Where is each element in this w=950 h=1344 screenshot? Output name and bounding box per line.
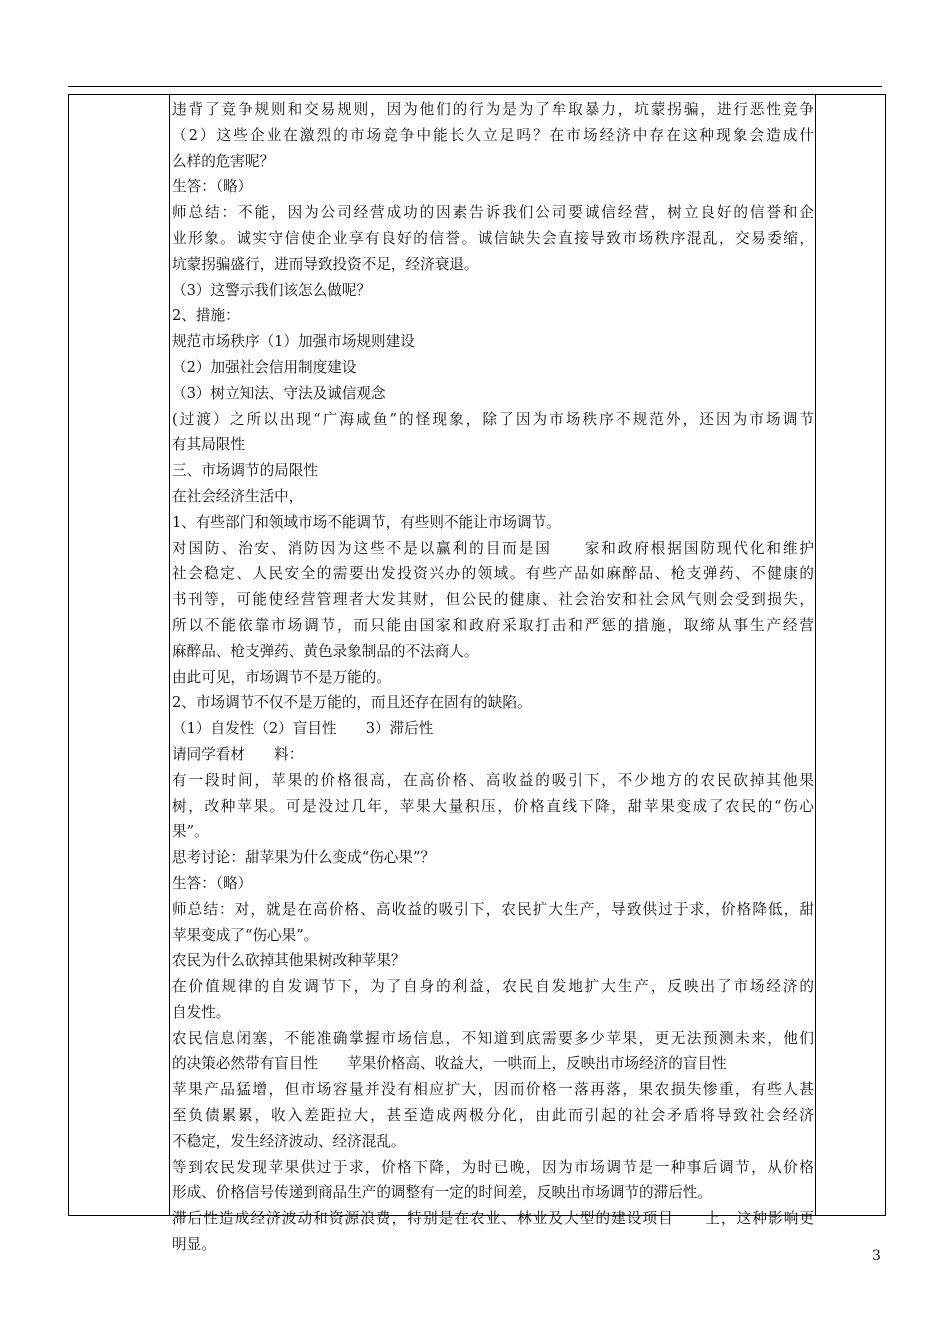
- text-line: 果”。: [172, 823, 209, 841]
- text-line: 师总结：不能，因为公司经营成功的因素告诉我们公司要诚信经营，树立良好的信誉和企: [172, 204, 814, 222]
- text-line: 麻醉品、枪支弹药、黄色录象制品的不法商人。: [172, 642, 479, 660]
- text-line: 农民为什么砍掉其他果树改种苹果？: [172, 952, 406, 970]
- text-line: 至负债累累，收入差距拉大，甚至造成两极分化，由此而引起的社会矛盾将导致社会经济: [172, 1107, 814, 1125]
- text-line: 2、措施：: [172, 307, 240, 325]
- right-column-divider: [815, 95, 816, 1215]
- text-line: 苹果产品猛增，但市场容量并没有相应扩大，因而价格一落再落，果农损失惨重，有些人甚: [172, 1081, 814, 1099]
- text-line: 坑蒙拐骗盛行，进而导致投资不足，经济衰退。: [172, 255, 479, 273]
- text-line: 有其局限性: [172, 436, 245, 454]
- text-line: 生答：（略）: [172, 178, 253, 196]
- text-line: 形成、价格信号传递到商品生产的调整有一定的时间差，反映出市场调节的滞后性。: [172, 1184, 712, 1202]
- header-rule: [68, 86, 882, 87]
- text-line: （3）这警示我们该怎么做呢？: [172, 281, 372, 299]
- text-line: 2、市场调节不仅不是万能的，而且还存在固有的缺陷。: [172, 694, 532, 712]
- text-line: 请同学看材 料：: [172, 745, 304, 763]
- text-line: （2）这些企业在激烈的市场竞争中能长久立足吗？在市场经济中存在这种现象会造成什: [172, 126, 814, 144]
- text-line: 的决策必然带有盲目性 苹果价格高、收益大，一哄而上，反映出市场经济的盲目性: [172, 1055, 727, 1073]
- text-line: 农民信息闭塞，不能准确掌握市场信息，不知道到底需要多少苹果，更无法预测未来，他们: [172, 1029, 814, 1047]
- text-line: 违背了竞争规则和交易规则，因为他们的行为是为了牟取暴力，坑蒙拐骗，进行恶性竞争: [172, 101, 814, 118]
- text-line: 苹果变成了“伤心果”。: [172, 926, 319, 944]
- text-line: 思考讨论：甜苹果为什么变成“伤心果”？: [172, 849, 436, 867]
- text-line: （3）树立知法、守法及诚信观念: [172, 384, 386, 402]
- text-line: 生答：（略）: [172, 874, 253, 892]
- text-line: 对国防、治安、消防因为这些不是以赢利的目而是国 家和政府根据国防现代化和维护: [172, 539, 814, 557]
- text-line: 业形象。诚实守信使企业享有良好的信誉。诚信缺失会直接导致市场秩序混乱，交易委缩，: [172, 229, 814, 247]
- text-line: 自发性。: [172, 1003, 231, 1021]
- text-line: 所以不能依靠市场调节，而只能由国家和政府采取打击和严惩的措施，取缔从事生产经营: [172, 616, 814, 634]
- text-line: 规范市场秩序（1）加强市场规则建设: [172, 333, 415, 351]
- text-line: 么样的危害呢？: [172, 152, 275, 170]
- text-line: 等到农民发现苹果供过于求，价格下降，为时已晚，因为市场调节是一种事后调节，从价格: [172, 1158, 814, 1176]
- left-column-divider: [169, 95, 170, 1215]
- text-line: 书刊等，可能使经营管理者大发其财，但公民的健康、社会治安和社会风气则会受到损失，: [172, 591, 814, 609]
- lesson-content: [172, 97, 814, 1258]
- text-line: 社会稳定、人民安全的需要出发投资兴办的领域。有些产品如麻醉品、枪支弹药、不健康的: [172, 565, 814, 583]
- text-line: 有一段时间，苹果的价格很高，在高价格、高收益的吸引下，不少地方的农民砍掉其他果: [172, 771, 814, 789]
- text-line: 不稳定，发生经济波动、经济混乱。: [172, 1132, 406, 1150]
- lesson-table: [68, 94, 886, 1254]
- text-line: 滞后性造成经济波动和资源浪费，特别是在农业、林业及大型的建设项目 上，这种影响更: [172, 1210, 814, 1228]
- text-line: （1）自发性（2）盲目性 3）滞后性: [172, 720, 434, 738]
- text-line: 师总结：对，就是在高价格、高收益的吸引下，农民扩大生产，导致供过于求，价格降低，甜: [172, 900, 814, 918]
- text-line: 由此可见，市场调节不是万能的。: [172, 668, 391, 686]
- text-line: 明显。: [172, 1236, 216, 1254]
- text-line: 树，改种苹果。可是没过几年，苹果大量积压，价格直线下降，甜苹果变成了农民的“伤心: [172, 797, 814, 815]
- text-line: 三、市场调节的局限性: [172, 462, 318, 480]
- text-line: 在价值规律的自发调节下，为了自身的利益，农民自发地扩大生产，反映出了市场经济的: [172, 978, 814, 996]
- text-line: 1、有些部门和领域市场不能调节，有些则不能让市场调节。: [172, 513, 561, 531]
- text-line: 在社会经济生活中，: [172, 487, 304, 505]
- text-line: （2）加强社会信用制度建设: [172, 358, 357, 376]
- text-line: (过渡）之所以出现“广海咸鱼”的怪现象，除了因为市场秩序不规范外，还因为市场调节: [172, 410, 814, 428]
- page-number: 3: [872, 1248, 881, 1264]
